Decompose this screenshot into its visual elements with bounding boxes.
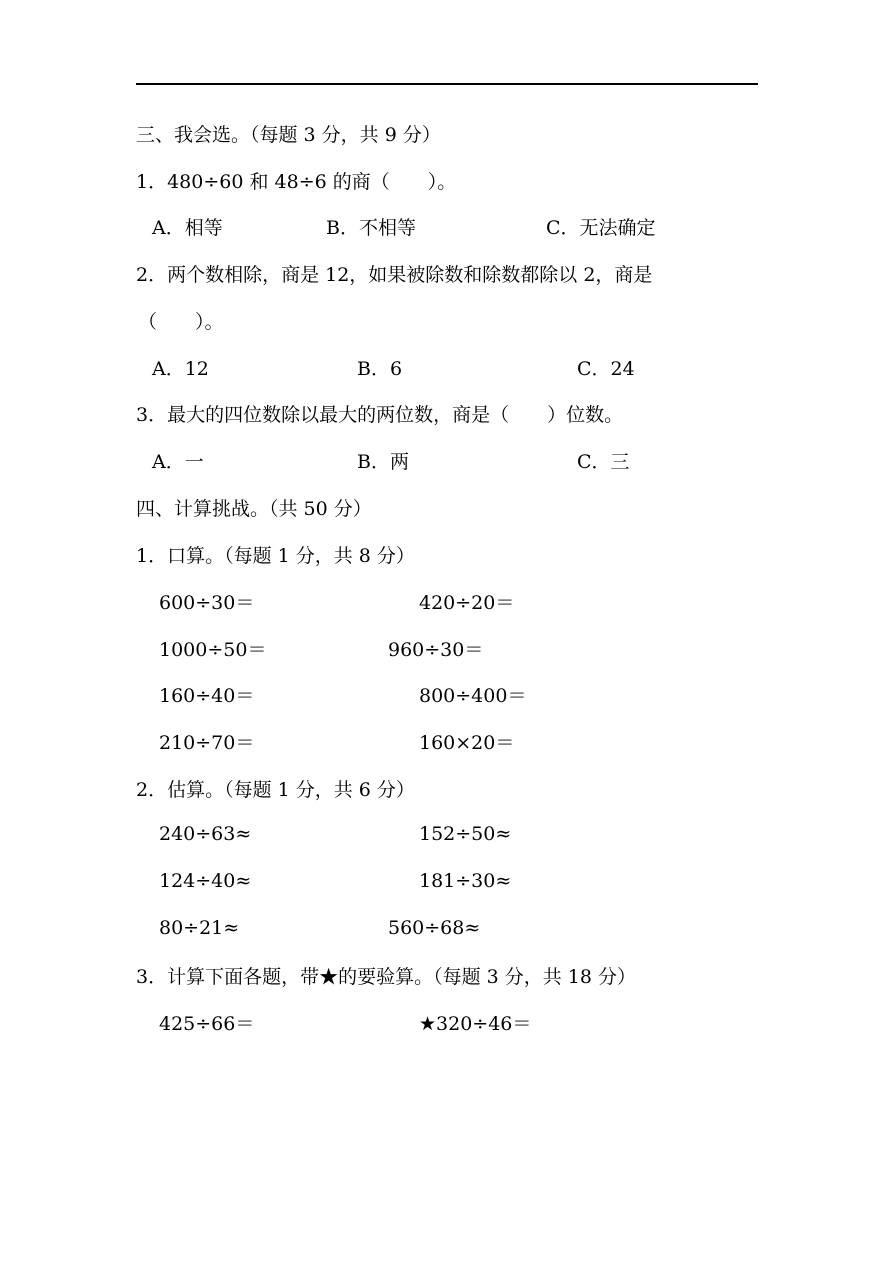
calc-item: ★320÷46＝ xyxy=(419,1013,532,1035)
calc-title: 3．计算下面各题，带★的要验算。（每题 3 分，共 18 分） xyxy=(136,966,637,988)
q2-stem: 2．两个数相除，商是 12，如果被除数和除数都除以 2，商是 xyxy=(136,264,653,286)
q3-option-c: C．三 xyxy=(577,451,630,473)
oral-item: 1000÷50＝ xyxy=(159,639,267,661)
q1-option-b: B．不相等 xyxy=(326,217,416,239)
calc-item: 425÷66＝ xyxy=(159,1013,255,1035)
q1-option-c: C．无法确定 xyxy=(546,217,656,239)
oral-item: 160÷40＝ xyxy=(159,685,255,707)
q2-option-a: A．12 xyxy=(152,358,209,380)
top-rule xyxy=(136,83,758,85)
q1-option-a: A．相等 xyxy=(152,217,223,239)
section4-heading: 四、计算挑战。（共 50 分） xyxy=(136,498,372,520)
oral-title: 1．口算。（每题 1 分，共 8 分） xyxy=(136,545,415,567)
oral-item: 160×20＝ xyxy=(419,732,515,754)
section3-heading: 三、我会选。（每题 3 分，共 9 分） xyxy=(136,124,441,146)
estimate-item: 560÷68≈ xyxy=(388,917,481,939)
oral-item: 800÷400＝ xyxy=(419,685,527,707)
q3-stem: 3．最大的四位数除以最大的两位数，商是（ ）位数。 xyxy=(136,404,624,426)
oral-item: 210÷70＝ xyxy=(159,732,255,754)
q3-option-a: A．一 xyxy=(152,451,204,473)
estimate-item: 80÷21≈ xyxy=(159,917,240,939)
estimate-item: 181÷30≈ xyxy=(419,870,512,892)
oral-item: 420÷20＝ xyxy=(419,592,515,614)
q2-stem-continued: （ ）。 xyxy=(138,311,224,333)
estimate-title: 2．估算。（每题 1 分，共 6 分） xyxy=(136,779,415,801)
q2-option-c: C．24 xyxy=(577,358,635,380)
q1-stem: 1．480÷60 和 48÷6 的商（ ）。 xyxy=(136,171,457,193)
oral-item: 600÷30＝ xyxy=(159,592,255,614)
oral-item: 960÷30＝ xyxy=(388,639,484,661)
estimate-item: 240÷63≈ xyxy=(159,823,252,845)
estimate-item: 152÷50≈ xyxy=(419,823,512,845)
q2-option-b: B．6 xyxy=(357,358,403,380)
q3-option-b: B．两 xyxy=(357,451,409,473)
estimate-item: 124÷40≈ xyxy=(159,870,252,892)
